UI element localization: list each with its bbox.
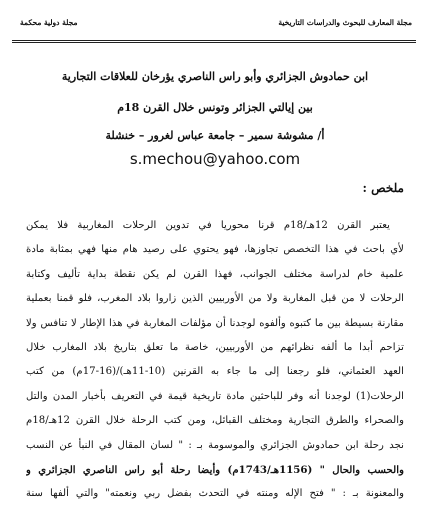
abstract-line: الرحلات لا من قبل المغاربة ولا من الأوربيين الذين زاروا بلاد المغرب، فلو قمنا بعملية (26, 293, 404, 305)
journal-subtitle: مجلة دولية محكمة (20, 18, 78, 27)
abstract-line: نجد رحلة ابن حمادوش الجزائري والموسومة بـ : " لسان المقال في النبأ عن النسب (26, 439, 404, 451)
journal-header (12, 6, 416, 43)
journal-name: مجلة المعارف للبحوث والدراسات التاريخية (278, 18, 412, 27)
author-affiliation: أ/ مشوشة سمير – جامعة عباس لغرور – خنشلة (105, 129, 325, 142)
abstract-line: يعتبر القرن 12هـ/18م قرنا محوريا في تدوين الرحلات المغاربية فلا يمكن (26, 220, 390, 231)
abstract-line: تزاحم أبدا ما ألفه نظرائهم من الأوربيين، خاصة ما تعلق بتاريخ بلاد المغارب خلال (26, 341, 404, 353)
abstract-body (26, 214, 404, 507)
abstract-line: الرحلات(1) لوجدنا أنه وفر للباحثين مادة تاريخية قيمة في التعريف بأخبار المدن والتل (26, 390, 404, 402)
abstract-line: لأي باحث في هذا التخصص تجاوزها، فهو يحتوي على رصيد هام منها فهي بمثابة مادة (26, 244, 404, 256)
abstract-line: والصحراء والطرق التجارية ومختلف القبائل، ومن كتب الرحلة خلال القرن 12هـ/18م (26, 415, 404, 427)
abstract-line: والحسب والحال " (1156هـ/1743م) وأيضا رحلة أبو راس الناصري الجزائري و (26, 463, 404, 476)
author-email: s.mechou@yahoo.com (129, 150, 301, 168)
abstract-line: مقارنة بسيطة بين ما كتبوه وألفوه لوجدنا أن مؤلفات المغاربة في هذا الإطار لا تنافس ولا (26, 317, 404, 329)
abstract-heading: ملخص : (362, 181, 404, 195)
abstract-line: والمعنونة بـ : " فتح الإله ومنته في التحدث بفضل ربي ونعمته" والتي ألفها سنة (26, 488, 404, 500)
article-title-line-1: ابن حمادوش الجزائري وأبو راس الناصري يؤرخان للعلاقات التجارية (61, 70, 369, 83)
article-title-line-2: بين إيالتي الجزائر وتونس خلال القرن 18م (117, 101, 313, 114)
abstract-line: العهد العثماني، فلو رجعنا إلى ما جاء به القرنين (10-11هـ)/(16-17م) من كتب (26, 366, 404, 378)
abstract-line: علمية خام لدراسة مختلف الجوانب، فهذا القرن لم يكن نقطة بداية تأليف وكتابة (26, 268, 404, 280)
